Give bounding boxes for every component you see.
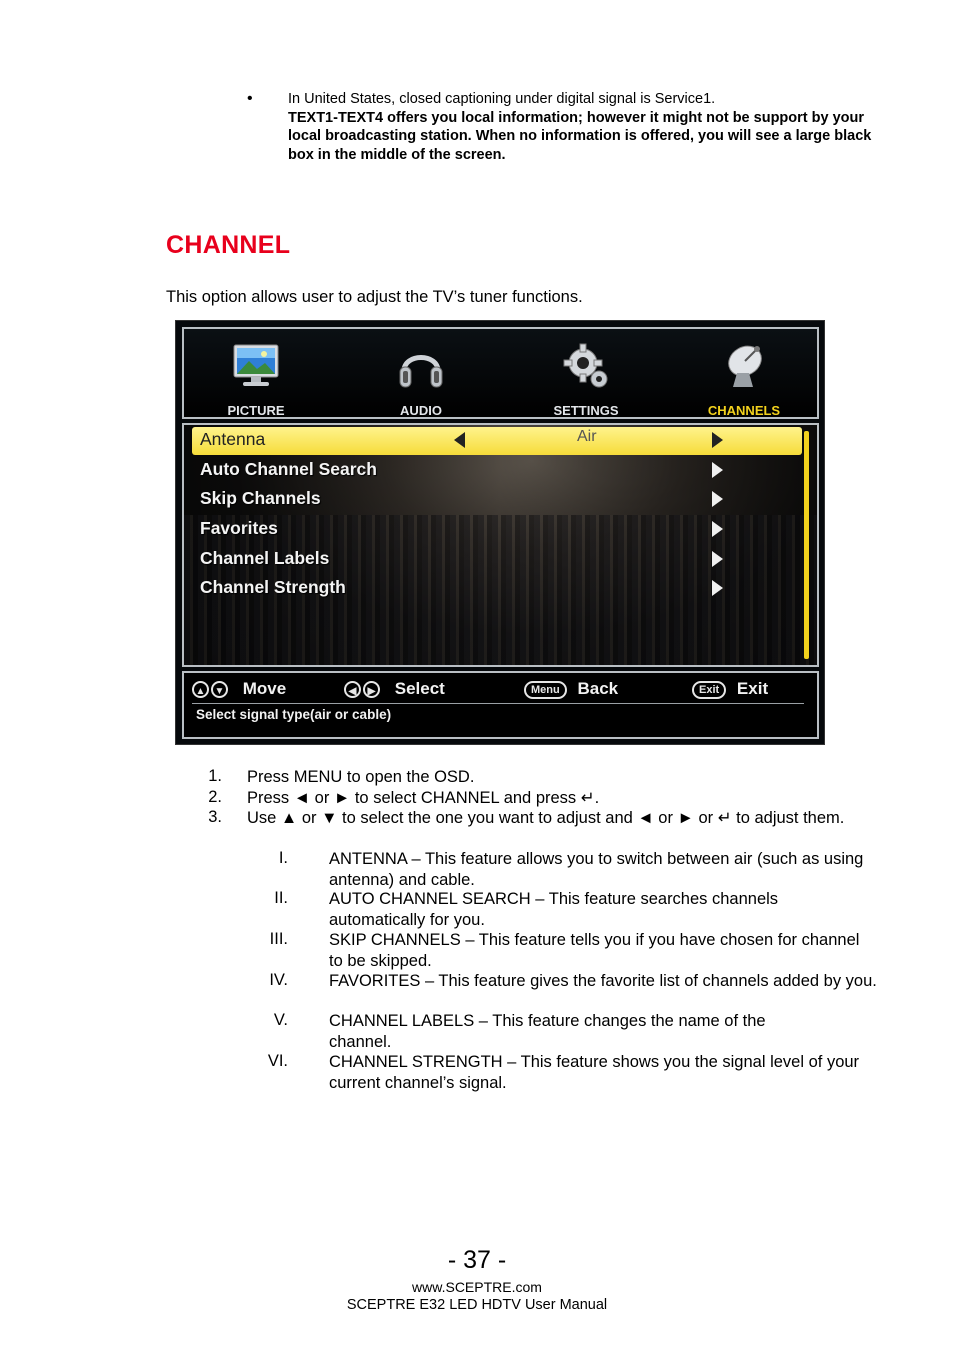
substep-text: CHANNEL STRENGTH – This feature shows you the signal level of your current channel’s signal. — [329, 1053, 860, 1092]
substep-text: ANTENNA – This feature allows you to switch between air (such as using antenna) and cable. — [329, 850, 864, 889]
exit-key-icon: Exit — [692, 681, 726, 699]
step-number: 3. — [208, 808, 222, 826]
substep-number: III. — [269, 930, 288, 948]
hint-move — [192, 679, 286, 699]
step-number: 1. — [208, 767, 222, 785]
hint-exit — [692, 679, 768, 699]
scrollbar[interactable] — [804, 431, 809, 659]
down-arrow-icon: ▼ — [211, 681, 228, 698]
hint-label: Exit — [736, 679, 769, 698]
substep-text: SKIP CHANNELS – This feature tells you if you have chosen for channel to be skipped. — [329, 931, 860, 970]
footer-website: www.SCEPTRE.com — [412, 1279, 542, 1295]
tab-label: CHANNELS — [707, 403, 781, 418]
left-arrow-icon: ◀ — [344, 681, 361, 698]
step-text: Press ◄ or ► to select CHANNEL and press ↵. — [247, 789, 600, 807]
headphones-icon — [396, 341, 446, 391]
step-text: Press MENU to open the OSD. — [247, 768, 475, 786]
substep-text: FAVORITES – This feature gives the favorite list of channels added by you. — [329, 972, 877, 990]
menu-row-channel-labels[interactable] — [192, 546, 802, 574]
gear-icon — [561, 341, 611, 391]
hint-label: Move — [242, 679, 287, 698]
right-arrow-icon[interactable] — [712, 462, 723, 478]
divider — [192, 703, 804, 704]
channel-menu-panel — [182, 423, 819, 667]
substep-number: II. — [274, 889, 288, 907]
tab-picture[interactable] — [201, 341, 311, 418]
section-heading: CHANNEL — [166, 231, 291, 259]
right-arrow-icon[interactable] — [712, 432, 723, 448]
hint-select — [344, 679, 445, 699]
substep-number: I. — [278, 849, 288, 867]
menu-row-favorites[interactable] — [192, 516, 802, 544]
osd-tab-bar — [182, 327, 819, 419]
tab-audio[interactable] — [366, 341, 476, 418]
closed-caption-note — [288, 90, 878, 164]
row-value: Air — [577, 428, 597, 445]
right-arrow-icon[interactable] — [712, 551, 723, 567]
step-text: Use ▲ or ▼ to select the one you want to adjust and ◄ or ► or ↵ to adjust them. — [247, 809, 845, 827]
tab-settings[interactable] — [531, 341, 641, 418]
menu-row-antenna[interactable] — [192, 427, 802, 455]
up-arrow-icon: ▲ — [192, 681, 209, 698]
substep-number: IV. — [269, 971, 288, 989]
monitor-icon — [231, 341, 281, 391]
row-label: Channel Strength — [200, 577, 346, 597]
hint-label: Select — [394, 679, 445, 698]
left-arrow-icon[interactable] — [454, 432, 465, 448]
row-label: Auto Channel Search — [200, 459, 377, 479]
right-arrow-icon: ▶ — [363, 681, 380, 698]
substep-text: CHANNEL LABELS – This feature changes the name of the channel. — [329, 1012, 766, 1051]
intro-text: This option allows user to adjust the TV’s tuner functions. — [166, 288, 583, 306]
menu-row-channel-strength[interactable] — [192, 575, 802, 603]
hint-back — [524, 679, 618, 699]
note-line: In United States, closed captioning under digital signal is Service1. — [288, 91, 716, 107]
page-number: - 37 - — [447, 1246, 507, 1274]
footer-manual-title: SCEPTRE E32 LED HDTV User Manual — [346, 1297, 608, 1313]
tab-label: SETTINGS — [553, 403, 619, 418]
note-bold-text: TEXT1-TEXT4 offers you local information; however it might not be support by your local broadcasting station. When no information is offered, you will see a large black box in the middle of the screen. — [288, 109, 872, 163]
substep-number: V. — [273, 1011, 288, 1029]
bullet-marker: • — [247, 90, 253, 107]
tab-label: AUDIO — [400, 403, 442, 418]
help-description: Select signal type(air or cable) — [196, 707, 392, 722]
substep-text: AUTO CHANNEL SEARCH – This feature searches channels automatically for you. — [329, 890, 779, 929]
menu-row-auto-channel-search[interactable] — [192, 457, 802, 485]
tab-label: PICTURE — [227, 403, 285, 418]
right-arrow-icon[interactable] — [712, 491, 723, 507]
menu-row-skip-channels[interactable] — [192, 486, 802, 514]
row-label: Skip Channels — [200, 488, 321, 508]
right-arrow-icon[interactable] — [712, 521, 723, 537]
satellite-dish-icon — [719, 341, 769, 391]
tab-channels[interactable] — [689, 341, 799, 418]
menu-key-icon: Menu — [524, 681, 567, 699]
osd-hint-bar — [182, 671, 819, 739]
osd-screenshot — [175, 320, 825, 745]
step-number: 2. — [208, 788, 222, 806]
row-label: Antenna — [200, 429, 266, 449]
substep-number: VI. — [267, 1052, 288, 1070]
row-label: Favorites — [200, 518, 278, 538]
hint-label: Back — [577, 679, 619, 698]
right-arrow-icon[interactable] — [712, 580, 723, 596]
row-label: Channel Labels — [200, 548, 330, 568]
